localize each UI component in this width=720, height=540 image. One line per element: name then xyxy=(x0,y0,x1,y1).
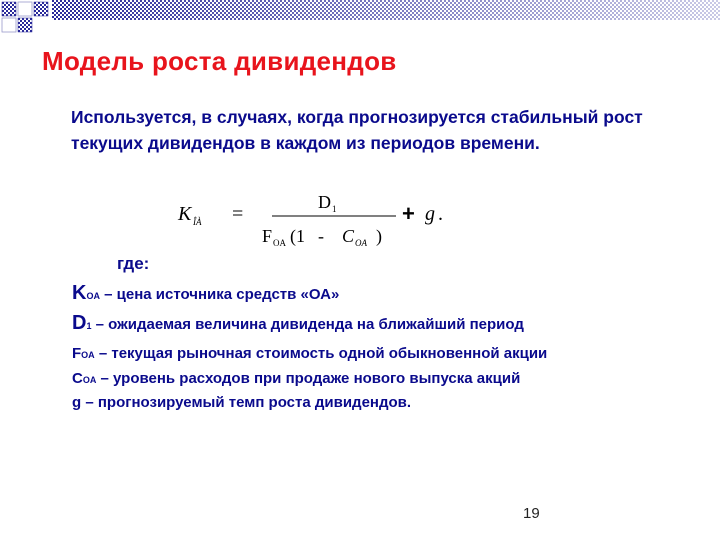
definition-k: KOA – цена источника средств «ОА» xyxy=(72,282,340,304)
formula-eq: = xyxy=(232,203,244,225)
header-decoration xyxy=(0,0,720,40)
formula-den-close: ) xyxy=(376,226,382,246)
intro-text: Используется, в случаях, когда прогнозируется стабильный рост текущих дивидендов в каждом из периодов времени. xyxy=(71,107,643,153)
definition-g: g – прогнозируемый темп роста дивидендов. xyxy=(72,394,412,411)
formula-g: g xyxy=(425,203,435,225)
definition-c: COA – уровень расходов при продаже нового выпуска акций xyxy=(72,370,521,387)
page-number: 19 xyxy=(523,505,540,522)
formula-den-f: F xyxy=(262,226,273,246)
formula-numerator-sub: 1 xyxy=(332,204,337,214)
formula-den-f-sub: OA xyxy=(273,238,286,248)
formula-numerator: D xyxy=(318,192,331,212)
formula-den-open: (1 xyxy=(290,226,305,246)
slide-title: Модель роста дивидендов xyxy=(42,46,397,76)
formula xyxy=(170,180,470,260)
formula-k: K xyxy=(178,203,192,225)
formula-dot: . xyxy=(438,203,443,225)
where-label: где: xyxy=(117,254,150,273)
formula-den-c-sub: OA xyxy=(355,238,367,248)
definition-f: FOA – текущая рыночная стоимость одной обыкновенной акции xyxy=(72,345,548,362)
formula-k-sub: ÎÀ xyxy=(193,217,202,227)
formula-plus: + xyxy=(402,201,415,226)
formula-den-c: C xyxy=(342,226,355,246)
definition-d: D1 – ожидаемая величина дивиденда на ближайший период xyxy=(72,312,524,334)
formula-den-minus: - xyxy=(318,226,324,246)
